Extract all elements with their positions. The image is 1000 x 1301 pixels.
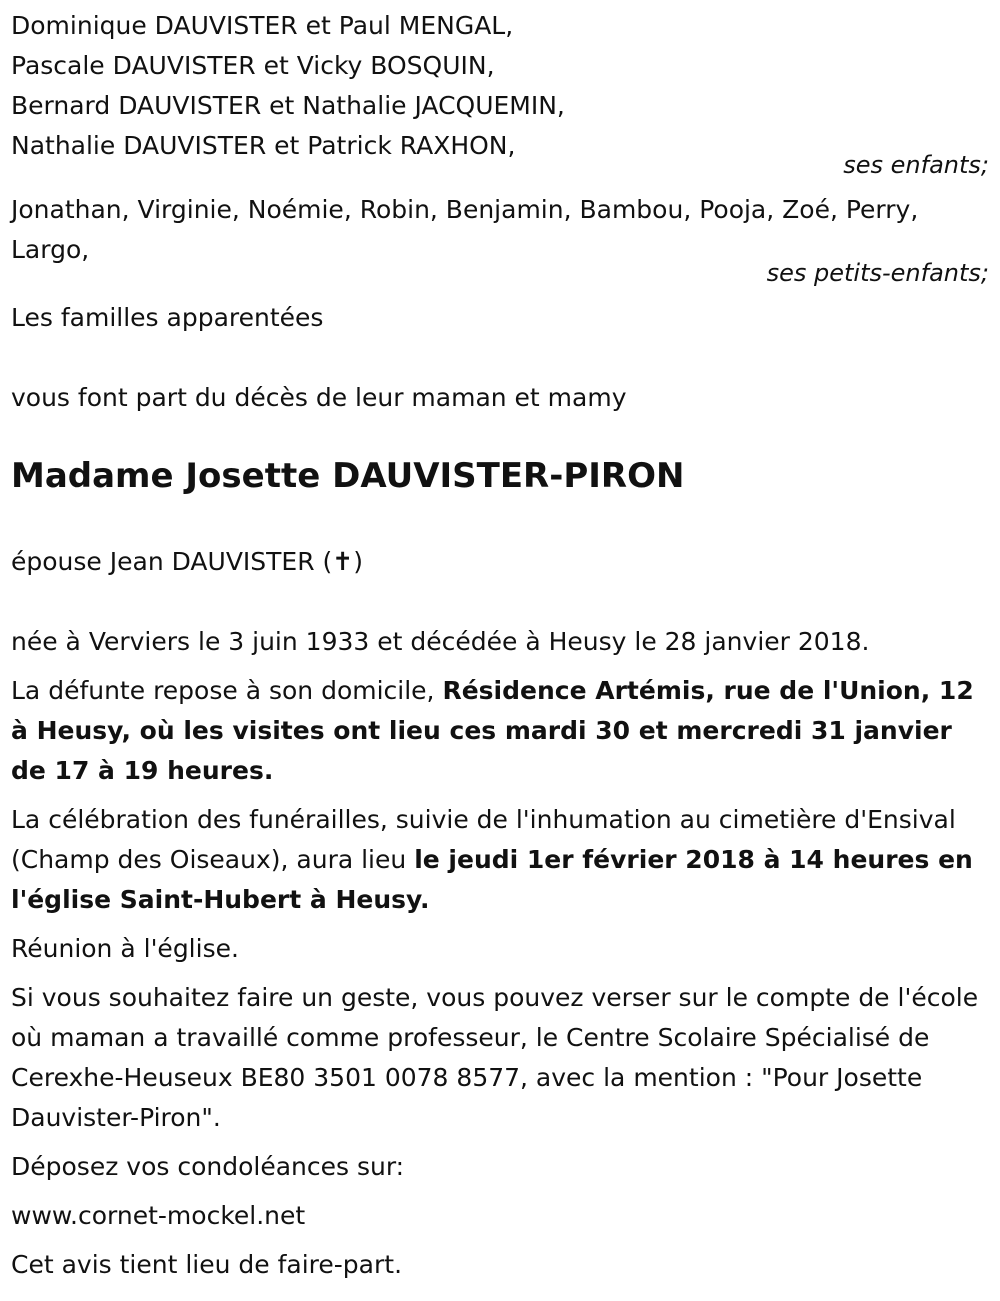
spouse-line: épouse Jean DAUVISTER (✝) xyxy=(11,547,364,576)
website-link[interactable]: www.cornet-mockel.net xyxy=(11,1201,306,1230)
rest-details: Résidence Artémis, rue de l'Union, 12 à Heusy, où les visites ont lieu ces mardi 30 et mercredi 31 janvier de 17 à 19 heures. xyxy=(11,676,974,785)
child-line-3: Bernard DAUVISTER et Nathalie JACQUEMIN, xyxy=(11,91,565,120)
ceremony-details: le jeudi 1er février 2018 à 14 heures en l'église Saint-Hubert à Heusy. xyxy=(11,845,973,914)
child-line-4: Nathalie DAUVISTER et Patrick RAXHON, xyxy=(11,131,516,160)
condolences-label: Déposez vos condoléances sur: xyxy=(11,1152,405,1181)
closing-line: Cet avis tient lieu de faire-part. xyxy=(11,1250,403,1279)
ceremony-paragraph xyxy=(11,800,989,920)
donation-paragraph: Si vous souhaitez faire un geste, vous pouvez verser sur le compte de l'école où maman a travaillé comme professeur, le Centre Scolaire Spécialisé de Cerexhe-Heuseux BE80 3501 0078 8577, avec la mention : "Pour Josette Dauvister-Piron". xyxy=(11,983,979,1132)
birth-death-line: née à Verviers le 3 juin 1933 et décédée à Heusy le 28 janvier 2018. xyxy=(11,627,870,656)
announcement-line: vous font part du décès de leur maman et mamy xyxy=(11,383,627,412)
deceased-name: Madame Josette DAUVISTER-PIRON xyxy=(11,456,685,496)
child-line-2: Pascale DAUVISTER et Vicky BOSQUIN, xyxy=(11,51,495,80)
obituary-notice xyxy=(11,6,989,1285)
rest-paragraph xyxy=(11,671,989,791)
ceremony-intro: La célébration des funérailles, suivie de l'inhumation au cimetière d'Ensival (Champ des Oiseaux), aura lieu xyxy=(11,805,956,874)
rest-intro: La défunte repose à son domicile, xyxy=(11,676,443,705)
meeting-line: Réunion à l'église. xyxy=(11,934,239,963)
children-role: ses enfants; xyxy=(843,151,989,179)
child-line-1: Dominique DAUVISTER et Paul MENGAL, xyxy=(11,11,514,40)
grandchildren-list: Jonathan, Virginie, Noémie, Robin, Benjamin, Bambou, Pooja, Zoé, Perry, Largo, xyxy=(11,195,919,264)
grandchildren-role: ses petits-enfants; xyxy=(766,259,989,287)
families-line: Les familles apparentées xyxy=(11,303,324,332)
